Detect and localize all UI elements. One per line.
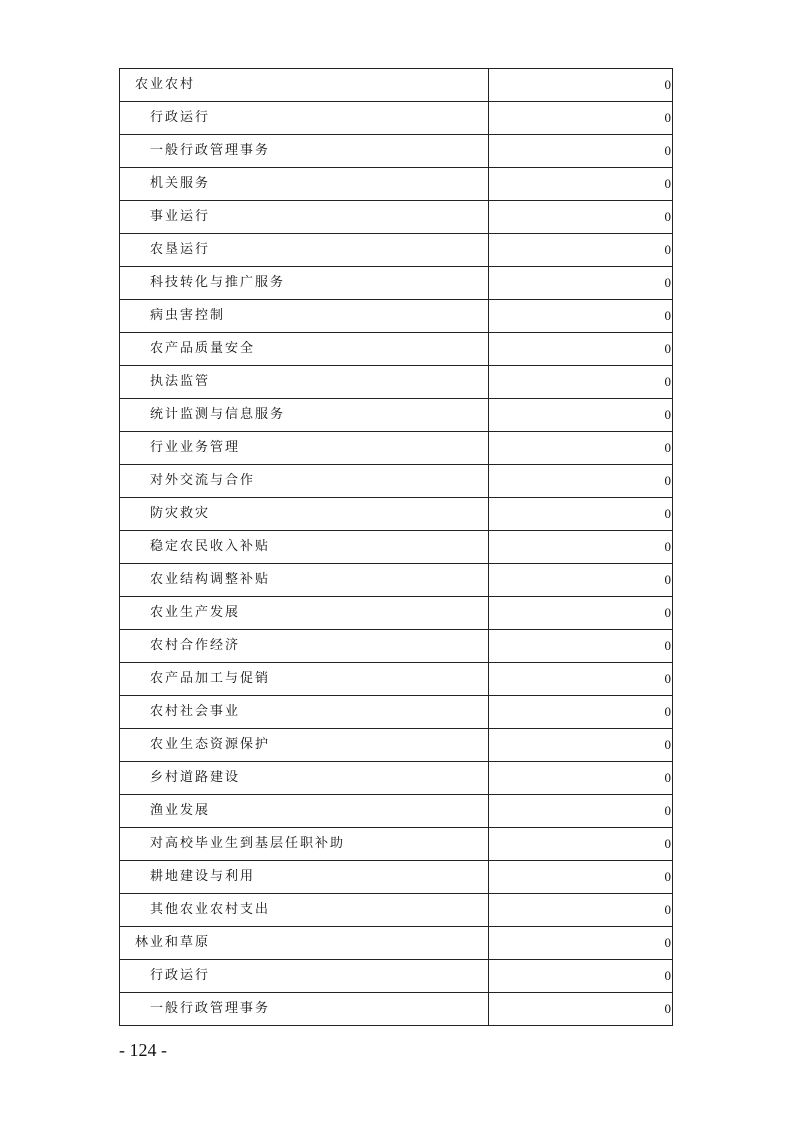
table-row xyxy=(120,993,673,1026)
amount-cell: 0 xyxy=(489,828,673,861)
item-name-cell: 一般行政管理事务 xyxy=(120,135,489,168)
amount-cell: 0 xyxy=(489,531,673,564)
amount-cell: 0 xyxy=(489,861,673,894)
table-row xyxy=(120,762,673,795)
expenditure-table xyxy=(119,68,673,1026)
item-name-cell: 科技转化与推广服务 xyxy=(120,267,489,300)
table-row xyxy=(120,531,673,564)
amount-cell: 0 xyxy=(489,69,673,102)
table-row xyxy=(120,300,673,333)
item-name-cell: 农业生产发展 xyxy=(120,597,489,630)
table-row xyxy=(120,366,673,399)
item-name-cell: 农产品加工与促销 xyxy=(120,663,489,696)
item-name-cell: 事业运行 xyxy=(120,201,489,234)
item-name-cell: 农业生态资源保护 xyxy=(120,729,489,762)
amount-cell: 0 xyxy=(489,168,673,201)
amount-cell: 0 xyxy=(489,300,673,333)
item-name-cell: 其他农业农村支出 xyxy=(120,894,489,927)
item-name-cell: 对高校毕业生到基层任职补助 xyxy=(120,828,489,861)
amount-cell: 0 xyxy=(489,564,673,597)
table-row xyxy=(120,564,673,597)
amount-cell: 0 xyxy=(489,927,673,960)
amount-cell: 0 xyxy=(489,135,673,168)
amount-cell: 0 xyxy=(489,960,673,993)
amount-cell: 0 xyxy=(489,102,673,135)
table-row xyxy=(120,663,673,696)
amount-cell: 0 xyxy=(489,267,673,300)
item-name-cell: 行政运行 xyxy=(120,102,489,135)
item-name-cell: 一般行政管理事务 xyxy=(120,993,489,1026)
item-name-cell: 执法监管 xyxy=(120,366,489,399)
table-row xyxy=(120,333,673,366)
item-name-cell: 行政运行 xyxy=(120,960,489,993)
amount-cell: 0 xyxy=(489,432,673,465)
item-name-cell: 对外交流与合作 xyxy=(120,465,489,498)
amount-cell: 0 xyxy=(489,993,673,1026)
amount-cell: 0 xyxy=(489,234,673,267)
amount-cell: 0 xyxy=(489,498,673,531)
table-row xyxy=(120,102,673,135)
table-row xyxy=(120,267,673,300)
amount-cell: 0 xyxy=(489,762,673,795)
table-row xyxy=(120,168,673,201)
table-body xyxy=(120,69,673,1026)
item-name-cell: 病虫害控制 xyxy=(120,300,489,333)
table-row xyxy=(120,927,673,960)
item-name-cell: 乡村道路建设 xyxy=(120,762,489,795)
table-row xyxy=(120,894,673,927)
page-number: - 124 - xyxy=(119,1040,167,1060)
item-name-cell: 统计监测与信息服务 xyxy=(120,399,489,432)
table-row xyxy=(120,960,673,993)
table-row xyxy=(120,69,673,102)
item-name-cell: 防灾救灾 xyxy=(120,498,489,531)
item-name-cell: 林业和草原 xyxy=(120,927,489,960)
item-name-cell: 行业业务管理 xyxy=(120,432,489,465)
table-row xyxy=(120,597,673,630)
amount-cell: 0 xyxy=(489,729,673,762)
item-name-cell: 农业结构调整补贴 xyxy=(120,564,489,597)
item-name-cell: 农业农村 xyxy=(120,69,489,102)
item-name-cell: 渔业发展 xyxy=(120,795,489,828)
table-row xyxy=(120,861,673,894)
amount-cell: 0 xyxy=(489,465,673,498)
table-row xyxy=(120,234,673,267)
item-name-cell: 农垦运行 xyxy=(120,234,489,267)
table-row xyxy=(120,135,673,168)
amount-cell: 0 xyxy=(489,663,673,696)
amount-cell: 0 xyxy=(489,201,673,234)
amount-cell: 0 xyxy=(489,366,673,399)
amount-cell: 0 xyxy=(489,696,673,729)
item-name-cell: 机关服务 xyxy=(120,168,489,201)
table-row xyxy=(120,729,673,762)
table-row xyxy=(120,696,673,729)
amount-cell: 0 xyxy=(489,795,673,828)
table-row xyxy=(120,399,673,432)
table-row xyxy=(120,432,673,465)
table-row xyxy=(120,795,673,828)
table-row xyxy=(120,465,673,498)
amount-cell: 0 xyxy=(489,630,673,663)
item-name-cell: 农产品质量安全 xyxy=(120,333,489,366)
table-row xyxy=(120,630,673,663)
table-row xyxy=(120,828,673,861)
item-name-cell: 农村社会事业 xyxy=(120,696,489,729)
amount-cell: 0 xyxy=(489,597,673,630)
item-name-cell: 稳定农民收入补贴 xyxy=(120,531,489,564)
table-row xyxy=(120,201,673,234)
amount-cell: 0 xyxy=(489,894,673,927)
amount-cell: 0 xyxy=(489,333,673,366)
item-name-cell: 农村合作经济 xyxy=(120,630,489,663)
table-row xyxy=(120,498,673,531)
item-name-cell: 耕地建设与利用 xyxy=(120,861,489,894)
amount-cell: 0 xyxy=(489,399,673,432)
